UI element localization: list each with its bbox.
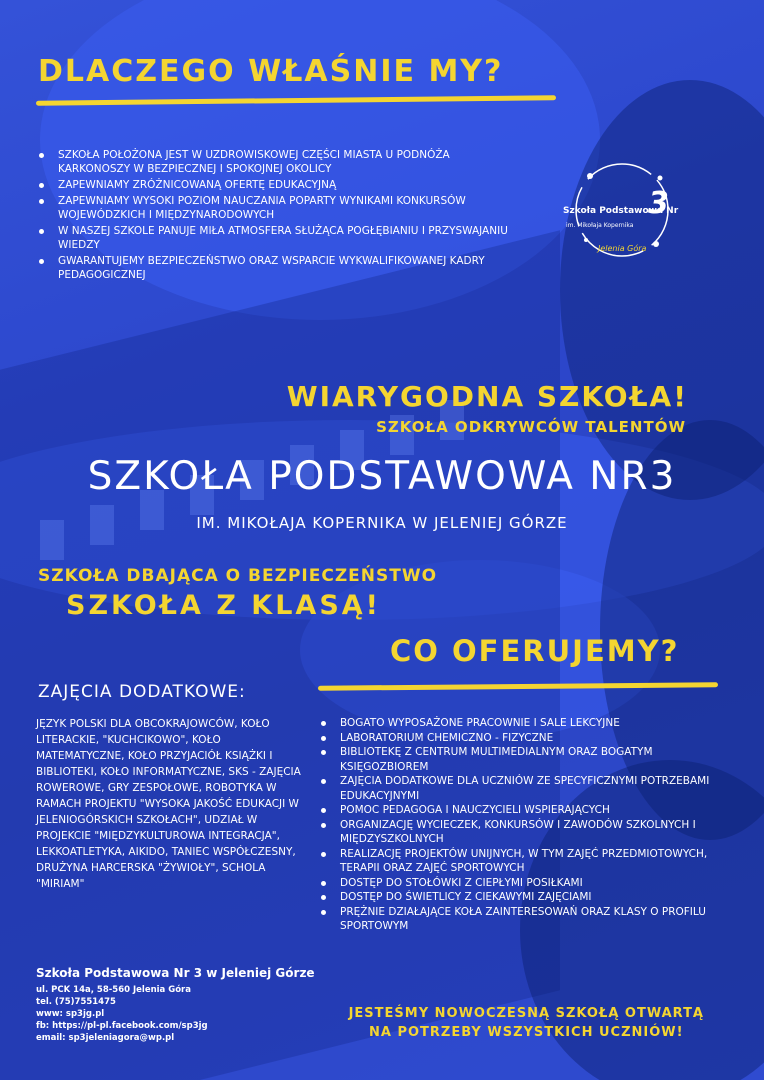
- contact-block: [36, 966, 315, 1044]
- footer-line-1: JESTEŚMY NOWOCZESNĄ SZKOŁĄ OTWARTĄ: [348, 1006, 704, 1021]
- extra-activities-title: ZAJĘCIA DODATKOWE:: [38, 682, 246, 702]
- reasons-list: [36, 148, 516, 284]
- logo-patron: im. Mikołaja Kopernika: [566, 222, 634, 229]
- list-item: DOSTĘP DO ŚWIETLICY Z CIEKAWYMI ZAJĘCIAMI: [318, 890, 738, 905]
- list-item: REALIZACJĘ PROJEKTÓW UNIJNYCH, W TYM ZAJĘĆ PRZEDMIOTOWYCH, TERAPII ORAZ ZAJĘĆ SPORTOWYCH: [318, 847, 738, 876]
- list-item: ZAPEWNIAMY WYSOKI POZIOM NAUCZANIA POPARTY WYNIKAMI KONKURSÓW WOJEWÓDZKICH I MIĘDZYNARODOWYCH: [36, 194, 516, 222]
- contact-facebook: fb: https://pl-pl.facebook.com/sp3jg: [36, 1021, 208, 1031]
- list-item: LABORATORIUM CHEMICZNO - FIZYCZNE: [318, 731, 738, 746]
- footer-slogan: [349, 1004, 704, 1042]
- contact-www: www: sp3jg.pl: [36, 1009, 105, 1019]
- list-item: POMOC PEDAGOGA I NAUCZYCIELI WSPIERAJĄCYCH: [318, 803, 738, 818]
- extra-activities-text: JĘZYK POLSKI DLA OBCOKRAJOWCÓW, KOŁO LITERACKIE, "KUCHCIKOWO", KOŁO MATEMATYCZNE, KOŁO PRZYJACIÓŁ KSIĄŻKI I BIBLIOTEKI, KOŁO INFORMATYCZNE, SKS - ZAJĘCIA ROWEROWE, GRY ZESPOŁOWE, ROBOTYKA W RAMACH PROJEKTU "WYSOKA JAKOŚĆ EDUKACJI W JELENIOGÓRSKICH SZKOŁACH", UDZIAŁ W PROJEKCIE "MIĘDZYKULTUROWA INTEGRACJA", LEKKOATLETYKA, AIKIDO, TANIEC WSPÓŁCZESNY, DRUŻYNA HARCERSKA "ŻYWIOŁY", SCHOLA "MIRIAM": [36, 718, 301, 890]
- school-subtitle: IM. MIKOŁAJA KOPERNIKA W JELENIEJ GÓRZE: [196, 514, 568, 532]
- logo-number: 3: [648, 186, 669, 221]
- list-item: SZKOŁA POŁOŻONA JEST W UZDROWISKOWEJ CZĘŚCI MIASTA U PODNÓŻA KARKONOSZY W BEZPIECZNEJ I SPOKOJNEJ OKOLICY: [36, 148, 516, 176]
- contact-email: email: sp3jeleniagora@wp.pl: [36, 1033, 175, 1043]
- logo-city: Jelenia Góra: [598, 244, 647, 253]
- list-item: PRĘŻNIE DZIAŁAJĄCE KOŁA ZAINTERESOWAŃ ORAZ KLASY O PROFILU SPORTOWYM: [318, 905, 738, 934]
- school-title: SZKOŁA PODSTAWOWA NR3: [87, 454, 677, 499]
- list-item: BIBLIOTEKĘ Z CENTRUM MULTIMEDIALNYM ORAZ BOGATYM KSIĘGOZBIOREM: [318, 745, 738, 774]
- footer-line-2: NA POTRZEBY WSZYSTKICH UCZNIÓW!: [369, 1025, 684, 1040]
- list-item: ZAJĘCIA DODATKOWE DLA UCZNIÓW ZE SPECYFICZNYMI POTRZEBAMI EDUKACYJNYMI: [318, 774, 738, 803]
- contact-address: ul. PCK 14a, 58-560 Jelenia Góra: [36, 985, 191, 995]
- slogan-class: SZKOŁA Z KLASĄ!: [66, 590, 381, 621]
- list-item: ZAPEWNIAMY ZRÓŻNICOWANĄ OFERTĘ EDUKACYJNĄ: [36, 178, 516, 192]
- offer-title: CO OFERUJEMY?: [390, 634, 680, 668]
- list-item: ORGANIZACJĘ WYCIECZEK, KONKURSÓW I ZAWODÓW SZKOLNYCH I MIĘDZYSZKOLNYCH: [318, 818, 738, 847]
- slogan-talents: SZKOŁA ODKRYWCÓW TALENTÓW: [376, 418, 686, 436]
- list-item: W NASZEJ SZKOLE PANUJE MIŁA ATMOSFERA SŁUŻĄCA POGŁĘBIANIU I PRZYSWAJANIU WIEDZY: [36, 224, 516, 252]
- list-item: BOGATO WYPOSAŻONE PRACOWNIE I SALE LEKCYJNE: [318, 716, 738, 731]
- contact-phone: tel. (75)7551475: [36, 997, 116, 1007]
- slogan-trusted: WIARYGODNA SZKOŁA!: [286, 380, 688, 413]
- list-item: DOSTĘP DO STOŁÓWKI Z CIEPŁYMI POSIŁKAMI: [318, 876, 738, 891]
- logo-school-name: Szkoła Podstawowa Nr: [563, 206, 679, 216]
- list-item: GWARANTUJEMY BEZPIECZEŃSTWO ORAZ WSPARCIE WYKWALIFIKOWANEJ KADRY PEDAGOGICZNEJ: [36, 254, 516, 282]
- slogan-safety: SZKOŁA DBAJĄCA O BEZPIECZEŃSTWO: [38, 566, 438, 586]
- contact-school-name: Szkoła Podstawowa Nr 3 w Jeleniej Górze: [36, 966, 315, 980]
- why-us-title: DLACZEGO WŁAŚNIE MY?: [38, 54, 504, 89]
- offer-list: [318, 716, 738, 934]
